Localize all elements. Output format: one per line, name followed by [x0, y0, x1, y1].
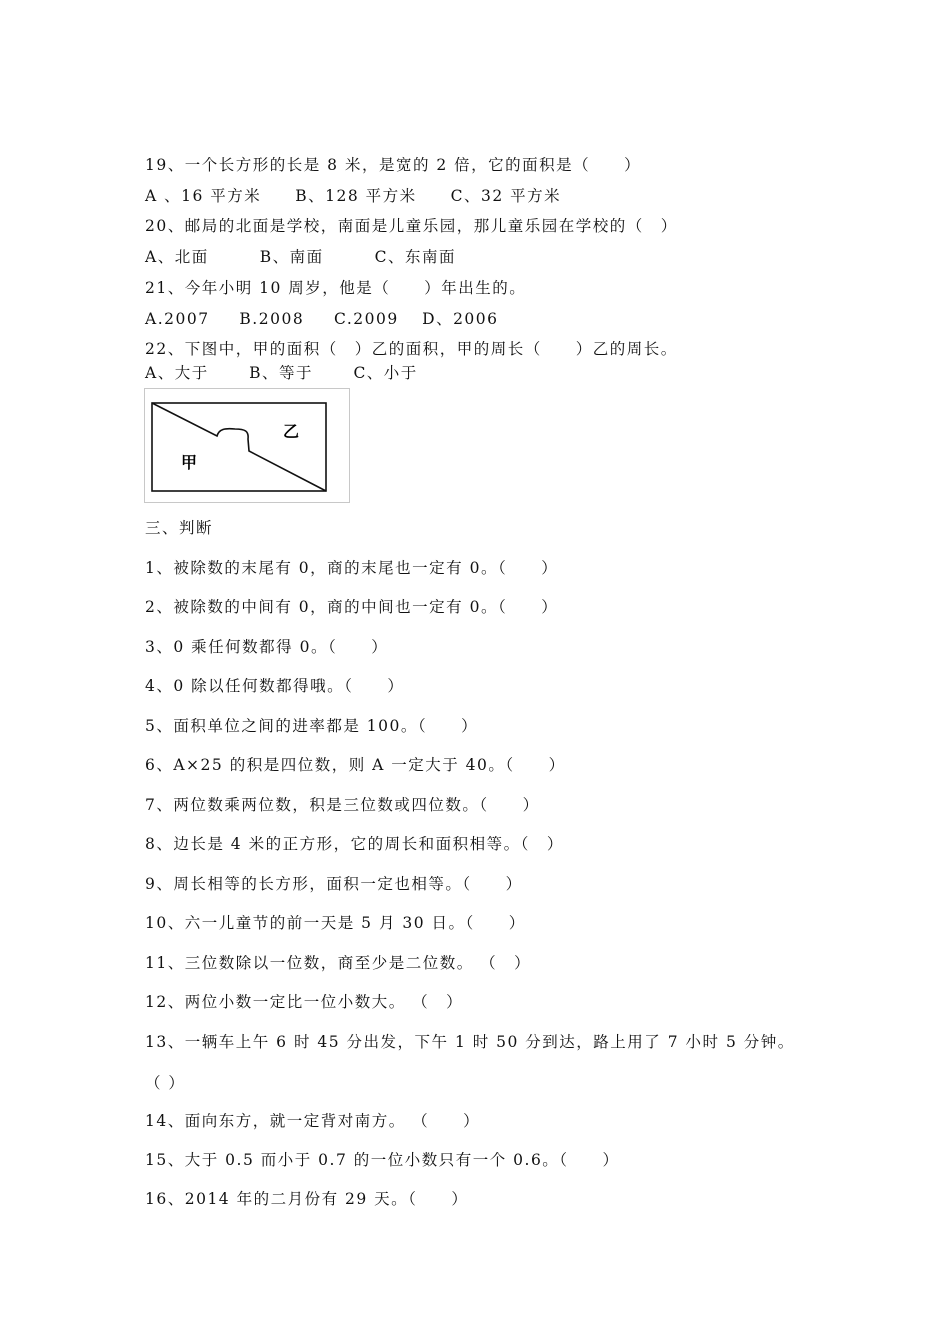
judgment-item: 13、一辆车上午 6 时 45 分出发，下午 1 时 50 分到达，路上用了 7 小时 5 分钟。 — [145, 1033, 795, 1051]
judgment-item: 9、周长相等的长方形，面积一定也相等。（ ） — [145, 875, 523, 893]
question-20-options: A、北面 B、南面 C、东南面 — [145, 248, 456, 266]
question-22-options: A、大于 B、等于 C、小于 — [145, 364, 418, 382]
judgment-item: 7、两位数乘两位数，积是三位数或四位数。（ ） — [145, 796, 540, 814]
judgment-item: 15、大于 0.5 而小于 0.7 的一位小数只有一个 0.6。（ ） — [145, 1151, 620, 1169]
question-19: 19、一个长方形的长是 8 米，是宽的 2 倍，它的面积是（ ） — [145, 156, 642, 174]
question-21: 21、今年小明 10 周岁，他是（ ）年出生的。 — [145, 279, 527, 297]
judgment-item: 5、面积单位之间的进率都是 100。（ ） — [145, 717, 479, 735]
question-19-options: A 、16 平方米 B、128 平方米 C、32 平方米 — [145, 187, 562, 205]
judgment-item: 8、边长是 4 米的正方形，它的周长和面积相等。（ ） — [145, 835, 564, 853]
area-figure-drawing — [145, 389, 351, 504]
judgment-item: 10、六一儿童节的前一天是 5 月 30 日。（ ） — [145, 914, 526, 932]
label-jia: 甲 — [181, 453, 198, 472]
judgment-item: 16、2014 年的二月份有 29 天。（ ） — [145, 1190, 469, 1208]
question-20: 20、邮局的北面是学校，南面是儿童乐园，那儿童乐园在学校的（ ） — [145, 217, 678, 235]
judgment-item: 11、三位数除以一位数，商至少是二位数。 （ ） — [145, 954, 532, 972]
judgment-item: 3、0 乘任何数都得 0。（ ） — [145, 638, 389, 656]
judgment-item: 2、被除数的中间有 0，商的中间也一定有 0。（ ） — [145, 598, 559, 616]
judgment-item: 1、被除数的末尾有 0，商的末尾也一定有 0。（ ） — [145, 559, 559, 577]
dividing-line — [152, 403, 326, 491]
section-title: 三、判断 — [145, 519, 214, 537]
area-figure — [144, 388, 350, 503]
question-21-options: A.2007 B.2008 C.2009 D、2006 — [145, 310, 499, 328]
label-yi: 乙 — [283, 422, 300, 441]
judgment-item-continuation: （ ） — [145, 1074, 186, 1092]
judgment-item: 4、0 除以任何数都得哦。（ ） — [145, 677, 405, 695]
question-22: 22、下图中，甲的面积（ ）乙的面积，甲的周长（ ）乙的周长。 — [145, 340, 678, 358]
judgment-item: 6、A×25 的积是四位数，则 A 一定大于 40。（ ） — [145, 756, 566, 774]
judgment-item: 12、两位小数一定比一位小数大。 （ ） — [145, 993, 464, 1011]
judgment-item: 14、面向东方，就一定背对南方。 （ ） — [145, 1112, 481, 1130]
